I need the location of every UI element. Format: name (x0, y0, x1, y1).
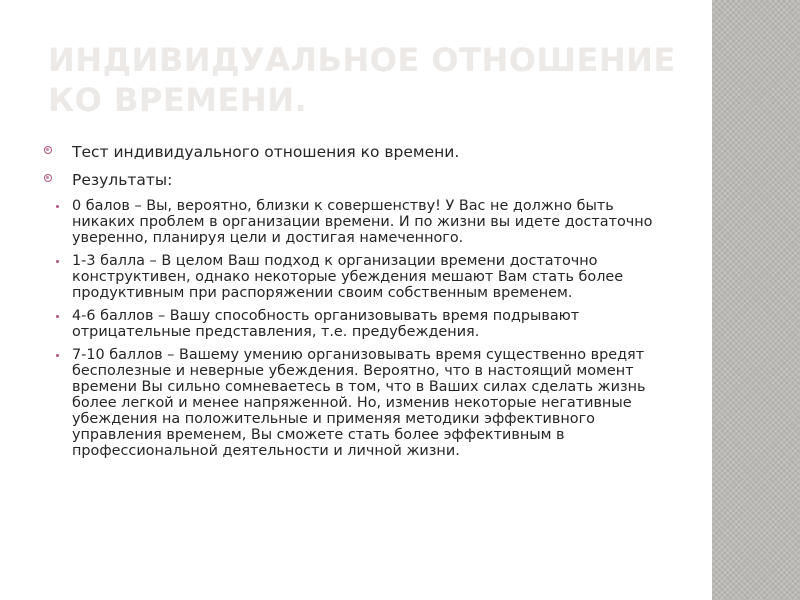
ring-bullet-icon (44, 174, 52, 182)
slide-title (48, 40, 688, 120)
dot-bullet-icon (56, 315, 59, 318)
sub-list-item-text: 7-10 баллов – Вашему умению организовывать время существенно вредят бесполезные и неверные убеждения. Вероятно, что в настоящий момент времени Вы сильно сомневаетесь в том, что в Ваших силах сделать жизнь более легкой и менее напряженной. Но, изменив некоторые негативные убеждения на положительные и применяя методики эффективного управления временем, Вы сможете стать более эффективным в профессиональной деятельности и личной жизни. (72, 347, 646, 459)
list-item (44, 142, 674, 162)
list-item-text: Результаты: (72, 171, 173, 189)
sub-list-item (44, 308, 674, 340)
sub-list-item (44, 253, 674, 301)
list-item-text: Тест индивидуального отношения ко времени. (72, 143, 460, 161)
slide-title-line-1: ИНДИВИДУАЛЬНОЕ ОТНОШЕНИЕ (48, 41, 676, 79)
sub-list-item (44, 198, 674, 246)
decorative-side-bar (712, 0, 800, 600)
sub-list-item-text: 1-3 балла – В целом Ваш подход к организации времени достаточно конструктивен, однако некоторые убеждения мешают Вам стать более продуктивным при распоряжении своим собственным временем. (72, 253, 624, 301)
dot-bullet-icon (56, 260, 59, 263)
sub-list-item-text: 4-6 баллов – Вашу способность организовывать время подрывают отрицательные представления, т.е. предубеждения. (72, 308, 580, 340)
slide-title-line-2: КО ВРЕМЕНИ. (48, 81, 308, 119)
sub-list-item (44, 347, 674, 459)
dot-bullet-icon (56, 354, 59, 357)
dot-bullet-icon (56, 205, 59, 208)
slide-content-list (44, 142, 674, 466)
ring-bullet-icon (44, 146, 52, 154)
sub-list-item-text: 0 балов – Вы, вероятно, близки к совершенству! У Вас не должно быть никаких проблем в организации времени. И по жизни вы идете достаточно уверенно, планируя цели и достигая намеченного. (72, 198, 653, 246)
list-item (44, 170, 674, 190)
